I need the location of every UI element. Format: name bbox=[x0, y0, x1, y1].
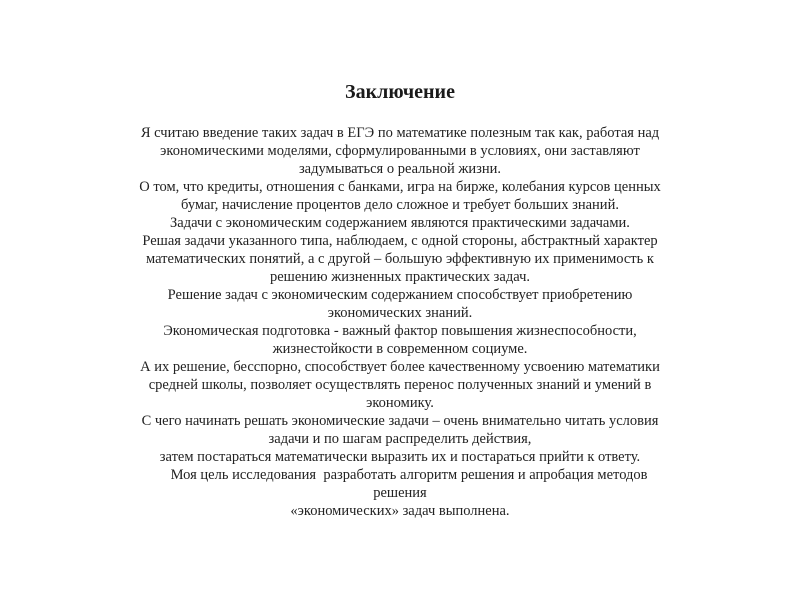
text-line: средней школы, позволяет осуществлять перенос полученных знаний и умений в bbox=[148, 377, 652, 393]
text-line: бумаг, начисление процентов дело сложное и требует больших знаний. bbox=[181, 197, 619, 213]
conclusion-text bbox=[110, 124, 690, 520]
slide-title: Заключение bbox=[345, 81, 455, 103]
text-line: Я считаю введение таких задач в ЕГЭ по математике полезным так как, работая над bbox=[140, 125, 660, 141]
text-line: решения bbox=[373, 485, 427, 501]
text-line: Моя цель исследования разработать алгоритм решения и апробация методов bbox=[152, 467, 648, 483]
text-line: задачи и по шагам распределить действия, bbox=[268, 431, 532, 447]
text-line: С чего начинать решать экономические задачи – очень внимательно читать условия bbox=[141, 413, 659, 429]
text-line: задумываться о реальной жизни. bbox=[298, 161, 502, 177]
text-line: жизнестойкости в современном социуме. bbox=[272, 341, 528, 357]
text-line: «экономических» задач выполнена. bbox=[290, 503, 510, 519]
text-line: решению жизненных практических задач. bbox=[269, 269, 531, 285]
text-line: экономическими моделями, сформулированными в условиях, они заставляют bbox=[160, 143, 640, 159]
text-line: Решение задач с экономическим содержанием способствует приобретению bbox=[167, 287, 633, 303]
text-line: затем постараться математически выразить их и постараться прийти к ответу. bbox=[159, 449, 641, 465]
text-line: Задачи с экономическим содержанием являются практическими задачами. bbox=[170, 215, 630, 231]
text-line: математических понятий, а с другой – большую эффективную их применимость к bbox=[146, 251, 654, 267]
text-line: Решая задачи указанного типа, наблюдаем, с одной стороны, абстрактный характер bbox=[142, 233, 658, 249]
text-line: А их решение, бесспорно, способствует более качественному усвоению математики bbox=[140, 359, 660, 375]
text-line: О том, что кредиты, отношения с банками, игра на бирже, колебания курсов ценных bbox=[139, 179, 661, 195]
text-line: Экономическая подготовка - важный фактор повышения жизнеспособности, bbox=[163, 323, 637, 339]
text-line: экономических знаний. bbox=[327, 305, 473, 321]
text-line: экономику. bbox=[366, 395, 434, 411]
